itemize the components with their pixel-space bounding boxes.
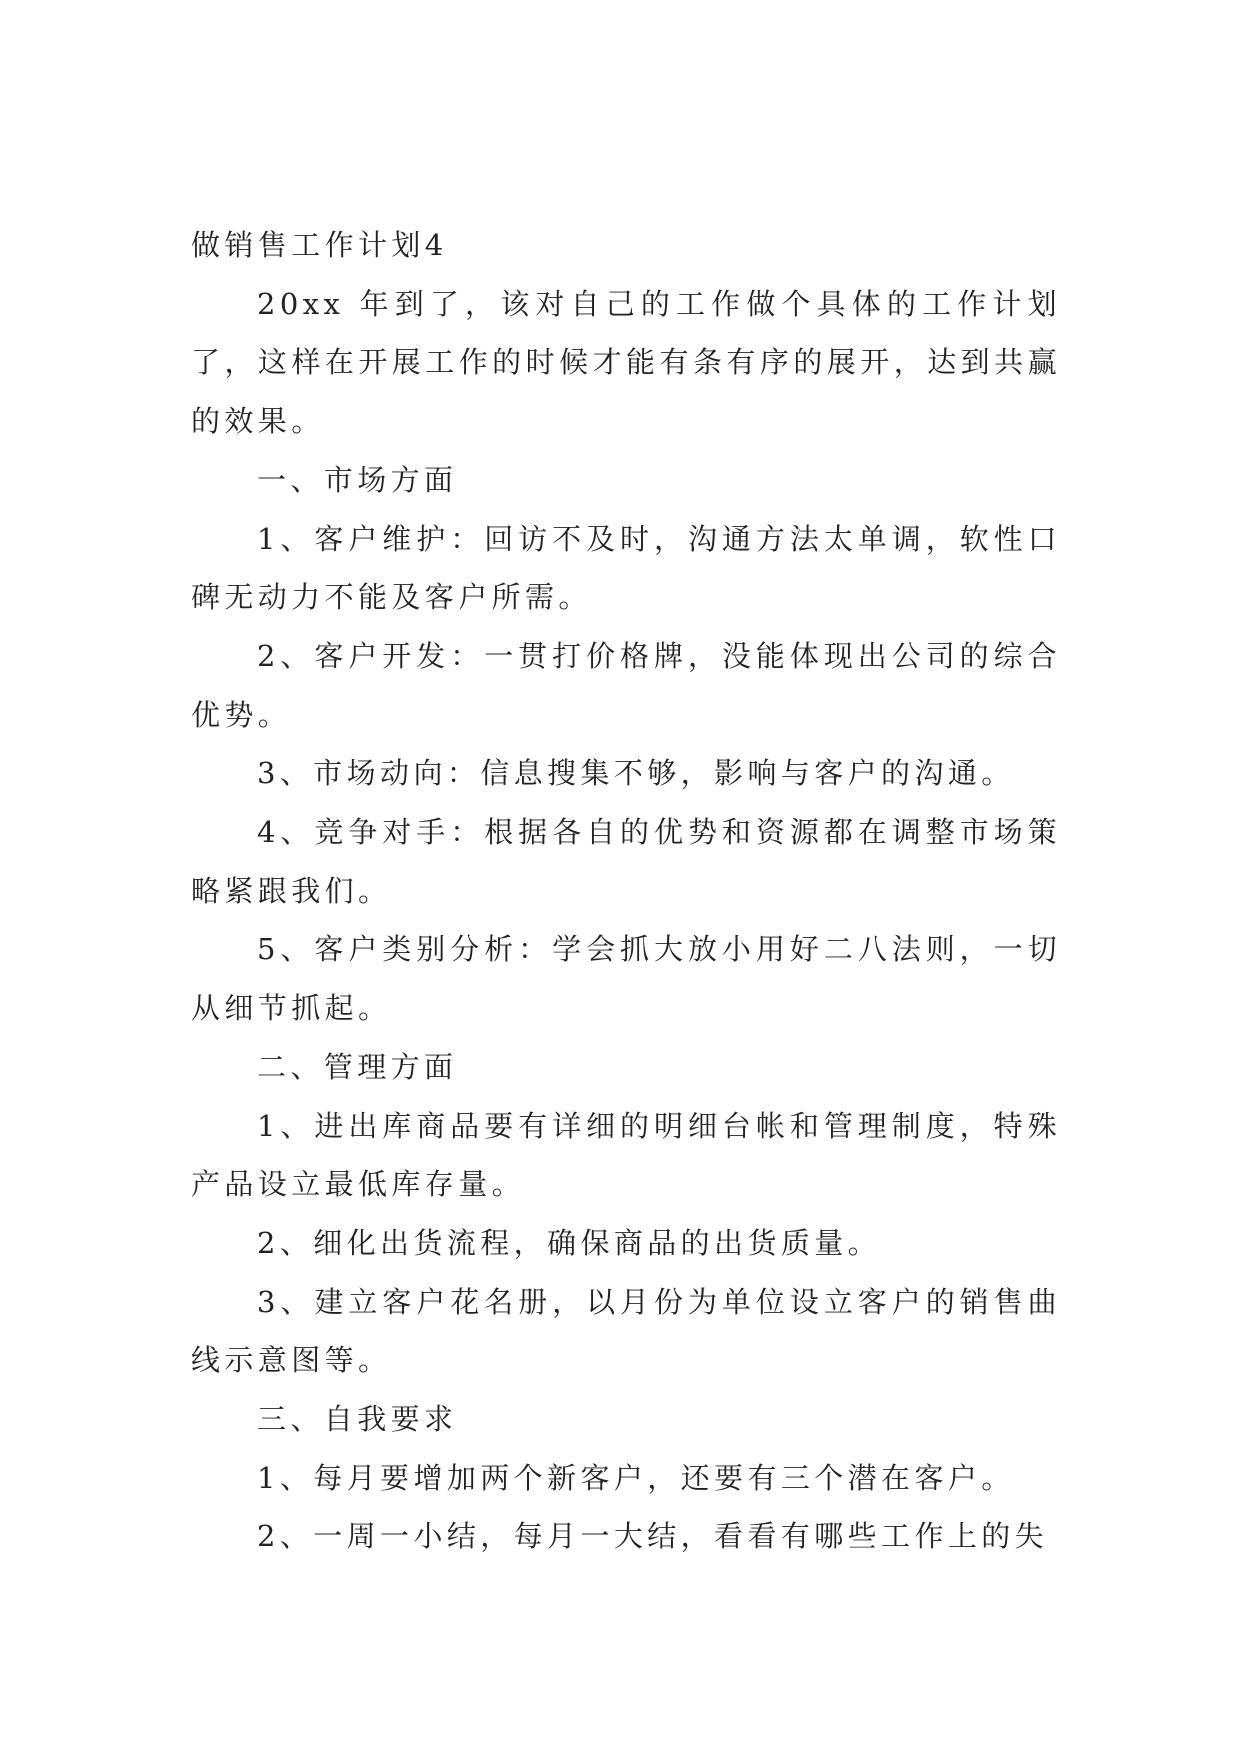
list-item: 1、进出库商品要有详细的明细台帐和管理制度，特殊产品设立最低库存量。	[191, 1108, 1061, 1202]
document-page	[191, 216, 1061, 1566]
list-item: 4、竞争对手：根据各自的优势和资源都在调整市场策略紧跟我们。	[191, 815, 1061, 908]
list-item: 5、客户类别分析：学会抓大放小用好二八法则，一切从细节抓起。	[191, 932, 1061, 1026]
list-item: 3、建立客户花名册，以月份为单位设立客户的销售曲线示意图等。	[191, 1284, 1061, 1378]
section-heading-management: 二、管理方面	[257, 1049, 458, 1084]
list-item: 2、一周一小结，每月一大结，看看有哪些工作上的失	[257, 1519, 1049, 1554]
list-item: 3、市场动向：信息搜集不够，影响与客户的沟通。	[257, 756, 1015, 791]
list-item: 2、客户开发：一贯打价格牌，没能体现出公司的综合优势。	[191, 638, 1061, 732]
section-heading-market: 一、市场方面	[257, 462, 458, 497]
list-item: 2、细化出货流程，确保商品的出货质量。	[257, 1225, 882, 1260]
list-item: 1、每月要增加两个新客户，还要有三个潜在客户。	[257, 1460, 1015, 1495]
document-title: 做销售工作计划4	[191, 228, 448, 262]
section-heading-self-requirements: 三、自我要求	[257, 1402, 458, 1437]
list-item: 1、客户维护：回访不及时，沟通方法太单调，软性口碑无动力不能及客户所需。	[191, 521, 1061, 615]
intro-paragraph: 20xx 年到了，该对自己的工作做个具体的工作计划了，这样在开展工作的时候才能有条有序的展开，达到共赢的效果。	[191, 286, 1061, 439]
